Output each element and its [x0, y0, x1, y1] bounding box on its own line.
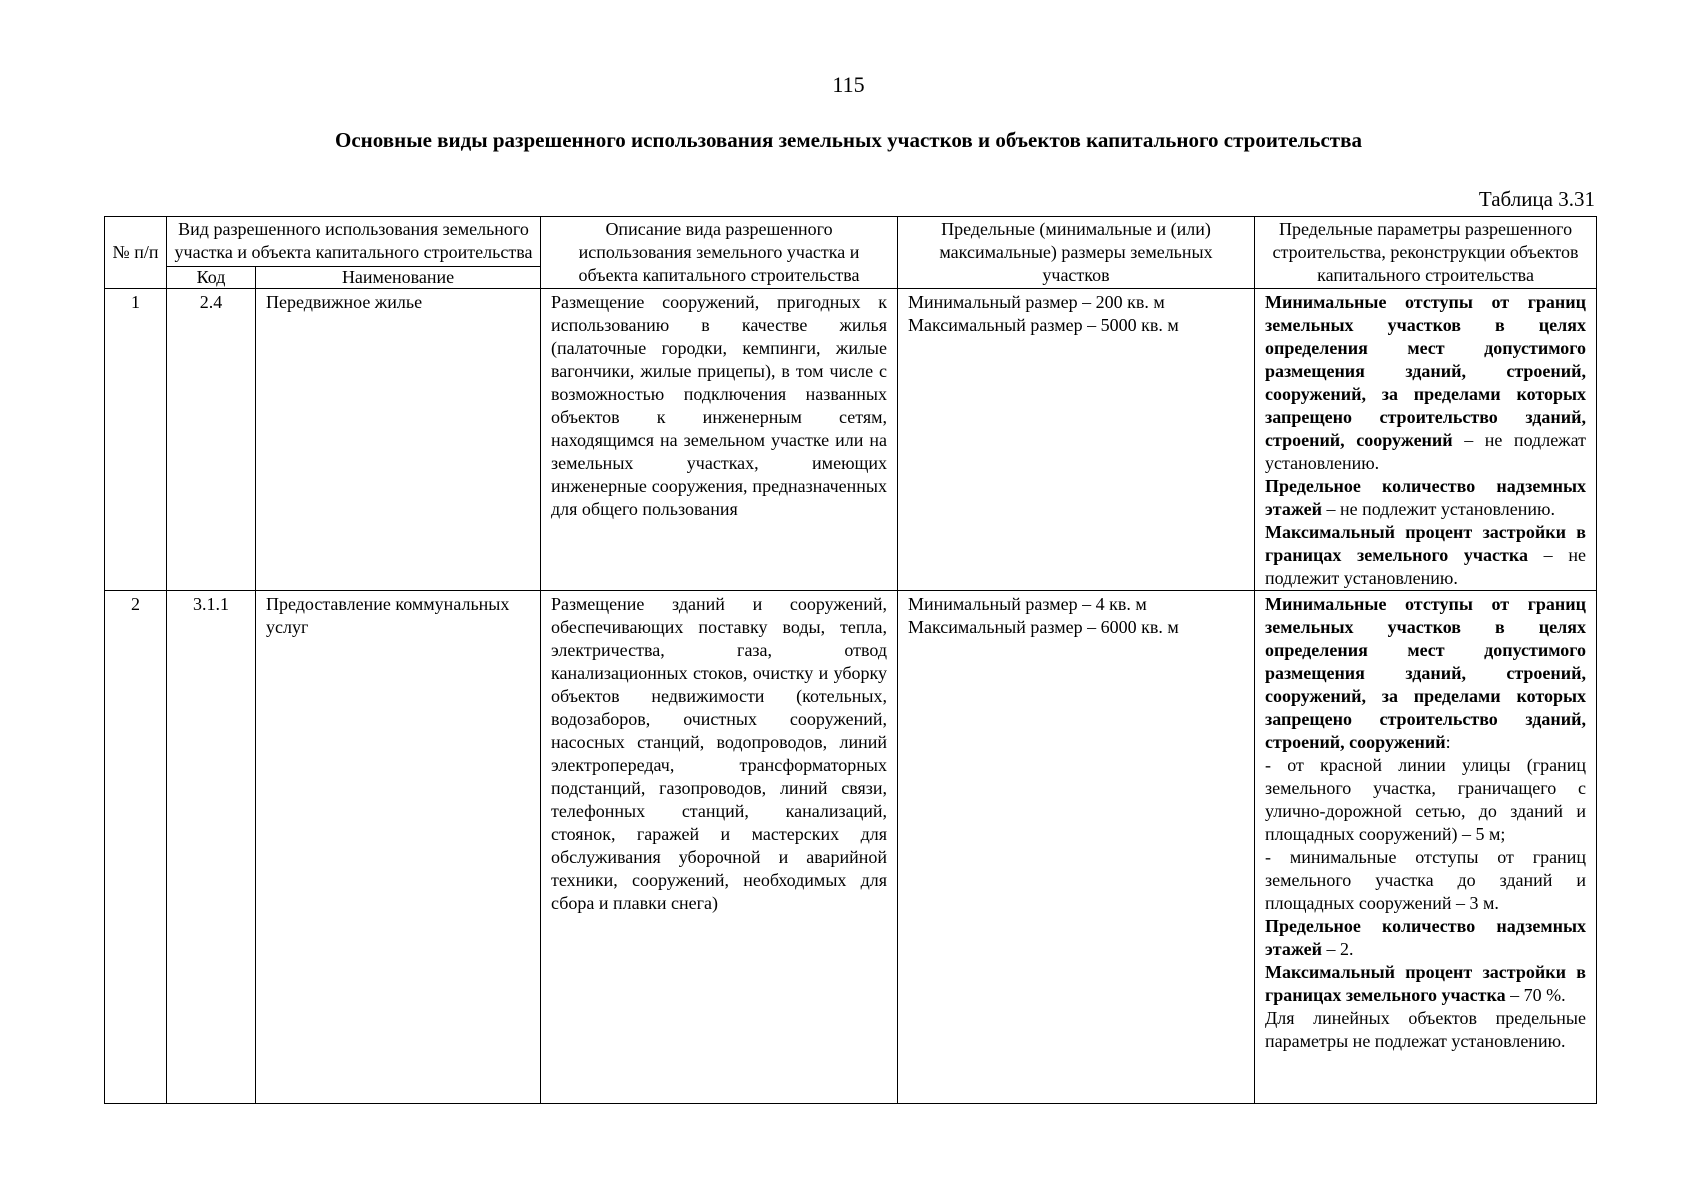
param-setback-item: - минимальные отступы от границ земельного участка до зданий и площадных сооружений – 3 м. — [1265, 847, 1587, 913]
row-name: Предоставление коммунальных услуг — [256, 591, 541, 1104]
row-description: Размещение сооружений, пригодных к использованию в качестве жилья (палаточные городки, кемпинги, жилые вагончики, жилые прицепы), в том числе с возможностью подключения названных объектов к инженерным сетям, находящимся на земельном участке или на земельных участках, имеющих инженерные сооружения, предназначенных для общего пользования — [541, 289, 898, 591]
table-row — [105, 591, 1597, 1104]
row-name: Передвижное жилье — [256, 289, 541, 591]
row-params — [1255, 289, 1597, 591]
param-setbacks-value: – не подлежат установлению. — [1265, 430, 1587, 473]
row-num: 1 — [105, 289, 167, 591]
param-floors-value: – не подлежит установлению. — [1322, 499, 1555, 519]
param-setbacks-label: Минимальные отступы от границ земельных участков в целях определения мест допустимого размещения зданий, строений, сооружений, за пределами которых запрещено строительство зданий, строений, сооружений — [1265, 594, 1587, 752]
size-max: Максимальный размер – 5000 кв. м — [908, 315, 1179, 335]
param-linear-note: Для линейных объектов предельные параметры не подлежат установлению. — [1265, 1008, 1587, 1051]
size-max: Максимальный размер – 6000 кв. м — [908, 617, 1179, 637]
row-code: 2.4 — [167, 289, 256, 591]
header-code: Код — [167, 266, 256, 288]
param-coverage-label: Максимальный процент застройки в границах земельного участка — [1265, 522, 1587, 565]
param-floors-value: – 2. — [1322, 939, 1354, 959]
header-params: Предельные параметры разрешенного строительства, реконструкции объектов капитального строительства — [1255, 217, 1597, 289]
param-coverage-value: – 70 %. — [1505, 985, 1566, 1005]
param-coverage — [1265, 961, 1586, 1007]
param-floors — [1265, 475, 1586, 521]
header-num: № п/п — [105, 217, 167, 289]
param-setbacks-label: Минимальные отступы от границ земельных участков в целях определения мест допустимого размещения зданий, строений, сооружений, за пределами которых запрещено строительство зданий, строений, сооружений — [1265, 292, 1587, 450]
land-use-table — [104, 216, 1597, 1104]
size-min: Минимальный размер – 200 кв. м — [908, 292, 1165, 312]
header-use-kind: Вид разрешенного использования земельного участка и объекта капитального строительства — [167, 217, 541, 267]
header-row — [105, 217, 1597, 267]
header-description: Описание вида разрешенного использования земельного участка и объекта капитального строительства — [541, 217, 898, 289]
header-name: Наименование — [256, 266, 541, 288]
row-description: Размещение зданий и сооружений, обеспечивающих поставку воды, тепла, электричества, газа, отвод канализационных стоков, очистку и уборку объектов недвижимости (котельных, водозаборов, очистных сооружений, насосных станций, водопроводов, линий электропередач, трансформаторных подстанций, газопроводов, линий связи, телефонных станций, канализаций, стоянок, гаражей и мастерских для обслуживания уборочной и аварийной техники, сооружений, необходимых для сбора и плавки снега) — [541, 591, 898, 1104]
param-floors-label: Предельное количество надземных этажей — [1265, 916, 1587, 959]
document-title: Основные виды разрешенного использования земельных участков и объектов капитального строительства — [335, 128, 1362, 152]
table-caption: Таблица 3.31 — [1478, 187, 1595, 211]
page-number: 115 — [832, 72, 865, 97]
row-num: 2 — [105, 591, 167, 1104]
param-floors-label: Предельное количество надземных этажей — [1265, 476, 1587, 519]
table-row — [105, 289, 1597, 591]
row-sizes — [898, 289, 1255, 591]
param-floors — [1265, 915, 1586, 961]
param-setbacks — [1265, 593, 1586, 754]
header-sizes: Предельные (минимальные и (или) максимальные) размеры земельных участков — [898, 217, 1255, 289]
size-min: Минимальный размер – 4 кв. м — [908, 594, 1147, 614]
param-coverage-value: – не подлежит установлению. — [1265, 545, 1587, 588]
param-setbacks-value: : — [1445, 732, 1451, 752]
row-sizes — [898, 591, 1255, 1104]
param-setbacks — [1265, 291, 1586, 475]
row-params — [1255, 591, 1597, 1104]
param-coverage-label: Максимальный процент застройки в границах земельного участка — [1265, 962, 1587, 1005]
param-setback-item: - от красной линии улицы (границ земельного участка, граничащего с улично-дорожной сетью, до зданий и площадных сооружений) – 5 м; — [1265, 755, 1587, 844]
row-code: 3.1.1 — [167, 591, 256, 1104]
param-coverage — [1265, 521, 1586, 590]
